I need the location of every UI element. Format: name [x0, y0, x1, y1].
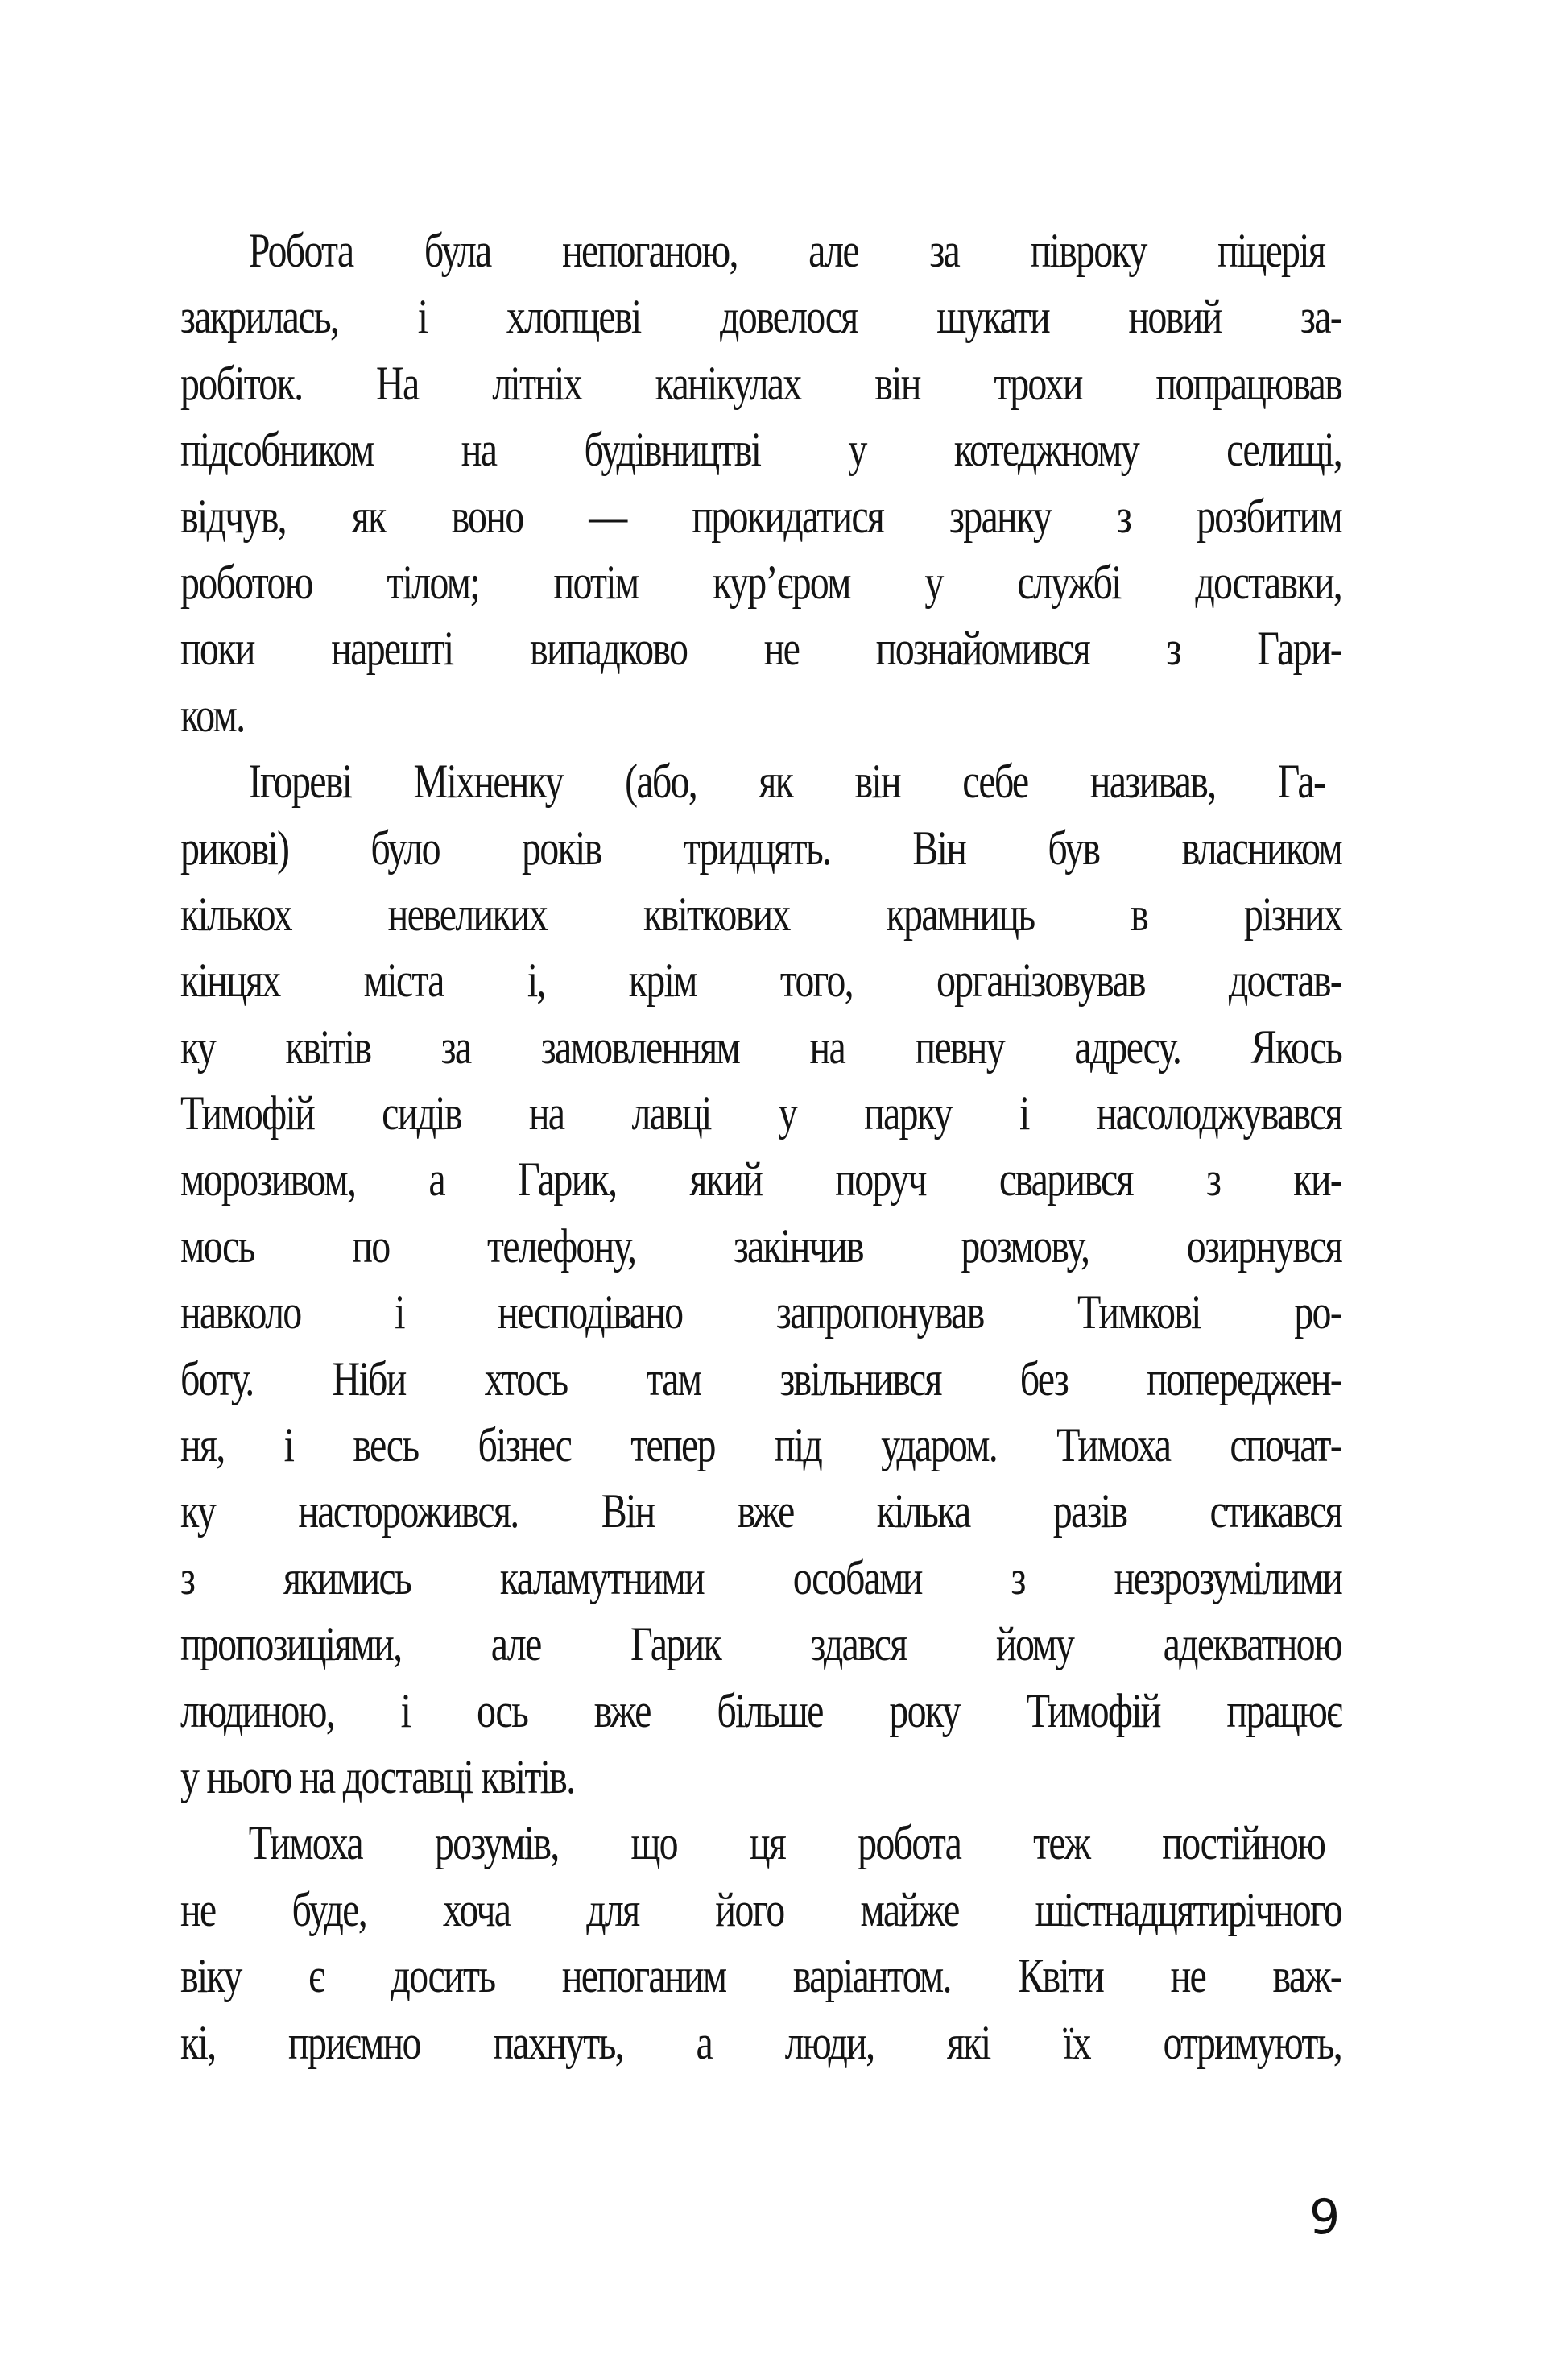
- paragraph-2-line-14: пропозиціями, але Гарик здався йому адекватною: [180, 1617, 1341, 1671]
- paragraph-1-line-1: Робота була непоганою, але за півроку піцерія: [248, 224, 1325, 277]
- paragraph-3-line-1: Тимоха розумів, що ця робота теж постійною: [248, 1816, 1325, 1870]
- paragraph-1-line-4: підсобником на будівництві у котеджному селищі,: [180, 423, 1341, 477]
- paragraph-1-line-3: робіток. На літніх канікулах він трохи попрацював: [180, 356, 1341, 410]
- paragraph-3-line-3: віку є досить непоганим варіантом. Квіти не важ-: [180, 1949, 1341, 2003]
- paragraph-2-line-1: Ігореві Міхненку (або, як він себе називав, Га-: [248, 755, 1325, 809]
- paragraph-3-line-4: кі, приємно пахнуть, а люди, які їх отримують,: [180, 2015, 1341, 2069]
- paragraph-1-line-8: ком.: [180, 688, 245, 742]
- body-text: [180, 217, 1341, 2076]
- paragraph-2-line-3: кількох невеликих квіткових крамниць в різних: [180, 887, 1341, 941]
- paragraph-2-line-13: з якимись каламутними особами з незрозумілими: [180, 1550, 1341, 1604]
- paragraph-2-line-10: боту. Ніби хтось там звільнився без попереджен-: [180, 1351, 1341, 1405]
- paragraph-2-line-8: мось по телефону, закінчив розмову, озирнувся: [180, 1219, 1341, 1273]
- paragraph-2-line-6: Тимофій сидів на лавці у парку і насолоджувався: [180, 1087, 1341, 1140]
- paragraph-2-line-9: навколо і несподівано запропонував Тимкові ро-: [180, 1285, 1341, 1339]
- paragraph-3-line-2: не буде, хоча для його майже шістнадцятирічного: [180, 1882, 1341, 1936]
- paragraph-2-line-4: кінцях міста і, крім того, організовував достав-: [180, 954, 1341, 1008]
- paragraph-1-line-7: поки нарешті випадково не познайомився з Гари-: [180, 622, 1341, 676]
- paragraph-2-line-7: морозивом, а Гарик, який поруч сварився з ки-: [180, 1153, 1341, 1207]
- page-number: 9: [1309, 2189, 1341, 2245]
- paragraph-1-line-2: закрилась, і хлопцеві довелося шукати новий за-: [180, 290, 1341, 344]
- paragraph-2-line-5: ку квітів за замовленням на певну адресу. Якось: [180, 1020, 1341, 1074]
- paragraph-1-line-6: роботою тілом; потім кур’єром у службі доставки,: [180, 555, 1341, 609]
- paragraph-1-line-5: відчув, як воно — прокидатися зранку з розбитим: [180, 489, 1341, 543]
- paragraph-2-line-12: ку насторожився. Він вже кілька разів стикався: [180, 1484, 1341, 1538]
- paragraph-2-line-15: людиною, і ось вже більше року Тимофій працює: [180, 1683, 1341, 1737]
- paragraph-2-line-11: ня, і весь бізнес тепер під ударом. Тимоха спочат-: [180, 1418, 1341, 1472]
- paragraph-2-line-2: рикові) було років тридцять. Він був власником: [180, 821, 1341, 875]
- paragraph-2-line-16: у нього на доставці квітів.: [180, 1749, 575, 1803]
